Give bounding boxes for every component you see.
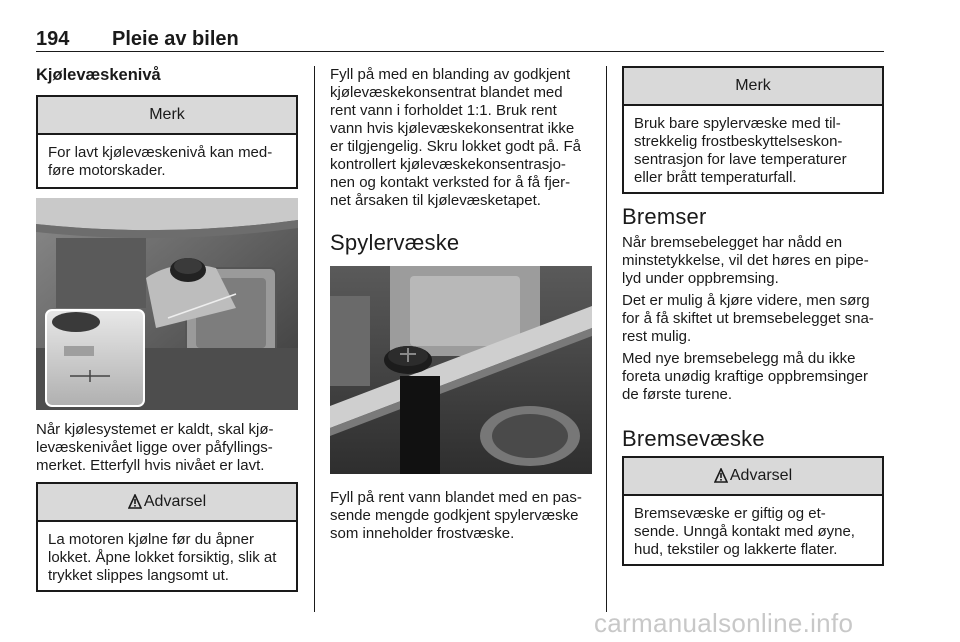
text-line: net årsaken til kjølevæsketapet. [330, 192, 541, 209]
text-line: for å få skiftet ut bremsebelegget sna- [622, 310, 874, 327]
warning-body [624, 496, 882, 559]
text-line: minstetykkelse, vil det høres en pipe- [622, 252, 869, 269]
brakes-para-2 [622, 292, 874, 346]
note-title: Merk [38, 97, 296, 135]
text-line: merket. Etterfyll hvis nivået er lavt. [36, 457, 265, 474]
column-divider-right [606, 66, 607, 612]
warning-triangle-icon [714, 461, 728, 497]
text-line: sende mengde godkjent spylervæske [330, 507, 579, 524]
text-line: Når bremsebelegget har nådd en [622, 234, 843, 251]
warning-line: La motoren kjølne før du åpner [48, 531, 254, 548]
section-title: Pleie av bilen [112, 28, 239, 50]
text-line: Det er mulig å kjøre videre, men sørg [622, 292, 870, 309]
text-line: lyd under oppbremsing. [622, 270, 779, 287]
text-line: nen og kontakt verksted for å få fjer- [330, 174, 571, 191]
text-line: er tilgjengelig. Skru lokket godt på. Få [330, 138, 581, 155]
brake-fluid-warning-box [622, 456, 884, 566]
warning-line: sende. Unngå kontakt med øyne, [634, 523, 855, 540]
text-line: kjølevæskekonsentrat blandet med [330, 84, 563, 101]
text-line: rest mulig. [622, 328, 692, 345]
note-line: strekkelig frostbeskyttelseskon- [634, 133, 843, 150]
coolant-body-text [36, 421, 274, 475]
warning-line: hud, tekstiler og lakkerte flater. [634, 541, 838, 558]
coolant-reservoir-photo [36, 198, 298, 410]
coolant-warning-box [36, 482, 298, 592]
coolant-level-heading: Kjølevæskenivå [36, 66, 161, 84]
warning-line: lokket. Åpne lokket forsiktig, slik at [48, 549, 277, 566]
brakes-para-1 [622, 234, 869, 288]
text-line: vann hvis kjølevæskekonsentrat ikke [330, 120, 575, 137]
brake-fluid-heading: Bremsevæske [622, 426, 765, 451]
warning-body [38, 522, 296, 585]
warning-title-bar [38, 484, 296, 522]
washer-caption-text [330, 489, 582, 543]
text-line: de første turene. [622, 386, 733, 403]
coolant-note-box [36, 95, 298, 189]
note-line: føre motorskader. [48, 162, 166, 179]
note-title: Merk [624, 68, 882, 106]
warning-triangle-icon [128, 487, 142, 523]
brakes-heading: Bremser [622, 204, 707, 229]
warning-line: trykket slippes langsomt ut. [48, 567, 229, 584]
note-body [38, 135, 296, 180]
text-line: Fyll på med en blanding av godkjent [330, 66, 571, 83]
text-line: Med nye bremsebelegg må du ikke [622, 350, 856, 367]
text-line: kontrollert kjølevæskekonsentrasjo- [330, 156, 566, 173]
note-line: Bruk bare spylervæske med til- [634, 115, 841, 132]
washer-note-box [622, 66, 884, 194]
column-divider-left [314, 66, 315, 612]
warning-title: Advarsel [729, 467, 793, 484]
warning-title: Advarsel [143, 493, 207, 510]
brakes-para-3 [622, 350, 868, 404]
washer-fluid-heading: Spylervæske [330, 230, 460, 255]
text-line: levæskenivået ligge over påfyllings- [36, 439, 273, 456]
text-line: Når kjølesystemet er kaldt, skal kjø- [36, 421, 274, 438]
note-line: For lavt kjølevæskenivå kan med- [48, 144, 273, 161]
watermark: carmanualsonline.info [594, 608, 854, 638]
text-line: rent vann i forholdet 1:1. Bruk rent [330, 102, 557, 119]
warning-title-bar [624, 458, 882, 496]
note-line: sentrasjon for lave temperaturer [634, 151, 847, 168]
washer-reservoir-photo [330, 266, 592, 474]
note-body [624, 106, 882, 187]
text-line: som inneholder frostvæske. [330, 525, 515, 542]
text-line: Fyll på rent vann blandet med en pas- [330, 489, 582, 506]
warning-line: Bremsevæske er giftig og et- [634, 505, 826, 522]
coolant-mix-text [330, 66, 581, 210]
header-rule [36, 51, 884, 52]
note-line: eller brått temperaturfall. [634, 169, 797, 186]
text-line: foreta unødig kraftige oppbremsinger [622, 368, 868, 385]
page-number: 194 [36, 28, 70, 50]
